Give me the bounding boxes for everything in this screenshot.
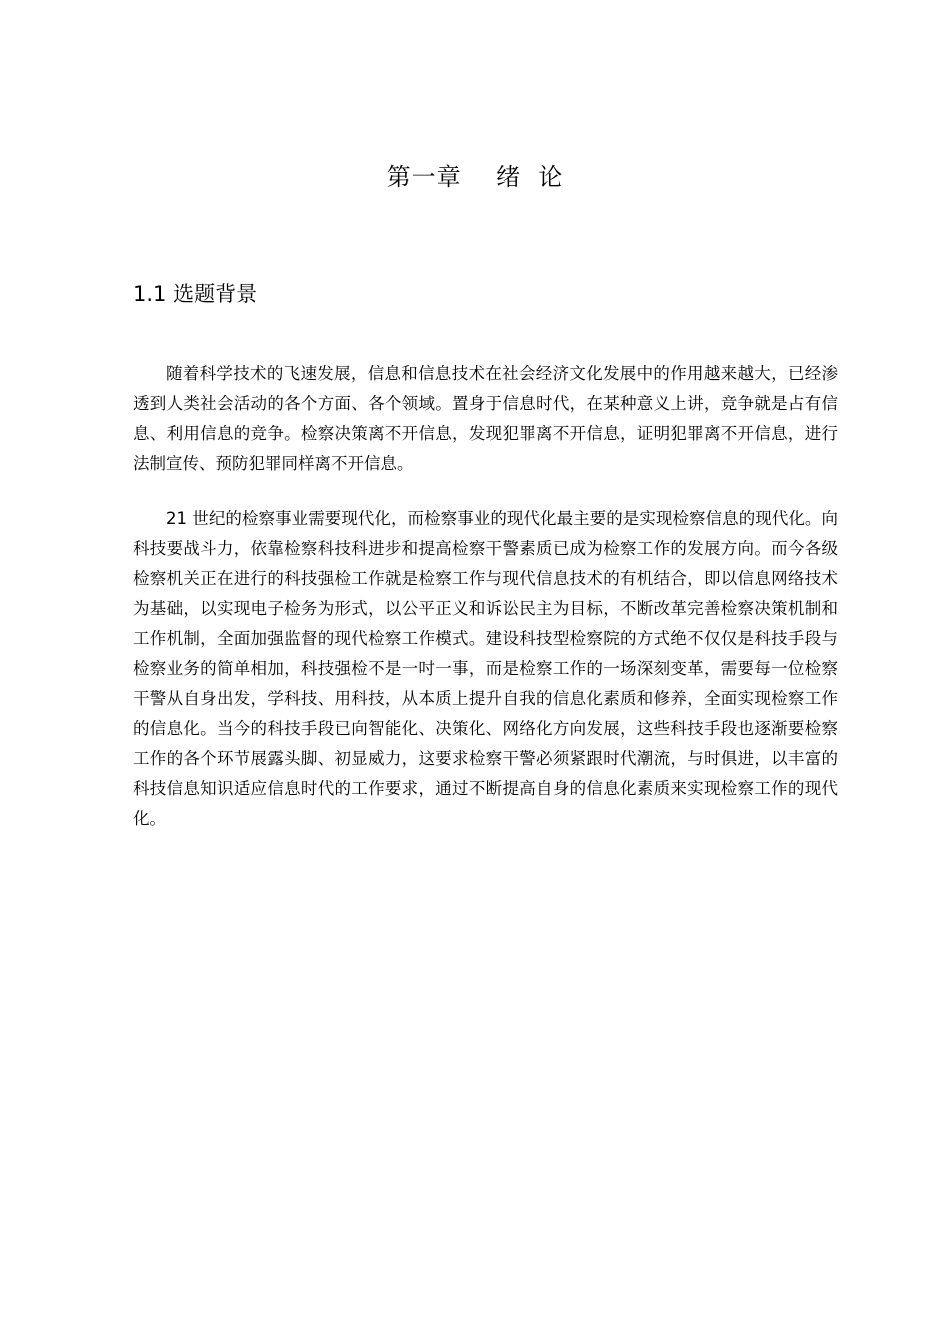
section-heading: 1.1 选题背景 [133, 282, 258, 306]
chapter-title: 第一章 绪 论 [386, 163, 564, 191]
paragraph: 随着科学技术的飞速发展，信息和信息技术在社会经济文化发展中的作用越来越大，已经渗透到人类社会活动的各个方面、各个领域。置身于信息时代，在某种意义上讲，竞争就是占有信息、利用信息的竞争。检察决策离不开信息，发现犯罪离不开信息，证明犯罪离不开信息，进行法制宣传、预防犯罪同样离不开信息。 [133, 364, 838, 473]
paragraph: 21 世纪的检察事业需要现代化，而检察事业的现代化最主要的是实现检察信息的现代化。向科技要战斗力，依靠检察科技科进步和提高检察干警素质已成为检察工作的发展方向。而今各级检察机关正在进行的科技强检工作就是检察工作与现代信息技术的有机结合，即以信息网络技术为基础，以实现电子检务为形式，以公平正义和诉讼民主为目标，不断改革完善检察决策机制和工作机制，全面加强监督的现代检察工作模式。建设科技型检察院的方式绝不仅仅是科技手段与检察业务的简单相加，科技强检不是一吋一事，而是检察工作的一场深刻变革，需要每一位检察干警从自身出发，学科技、用科技，从本质上提升自我的信息化素质和修养，全面实现检察工作的信息化。当今的科技手段已向智能化、决策化、网络化方向发展，这些科技手段也逐渐要检察工作的各个环节展露头脚、初显威力，这要求检察干警必须紧跟时代潮流，与时俱进，以丰富的科技信息知识适应信息时代的工作要求，通过不断提高自身的信息化素质来实现检察工作的现代化。 [133, 509, 838, 828]
